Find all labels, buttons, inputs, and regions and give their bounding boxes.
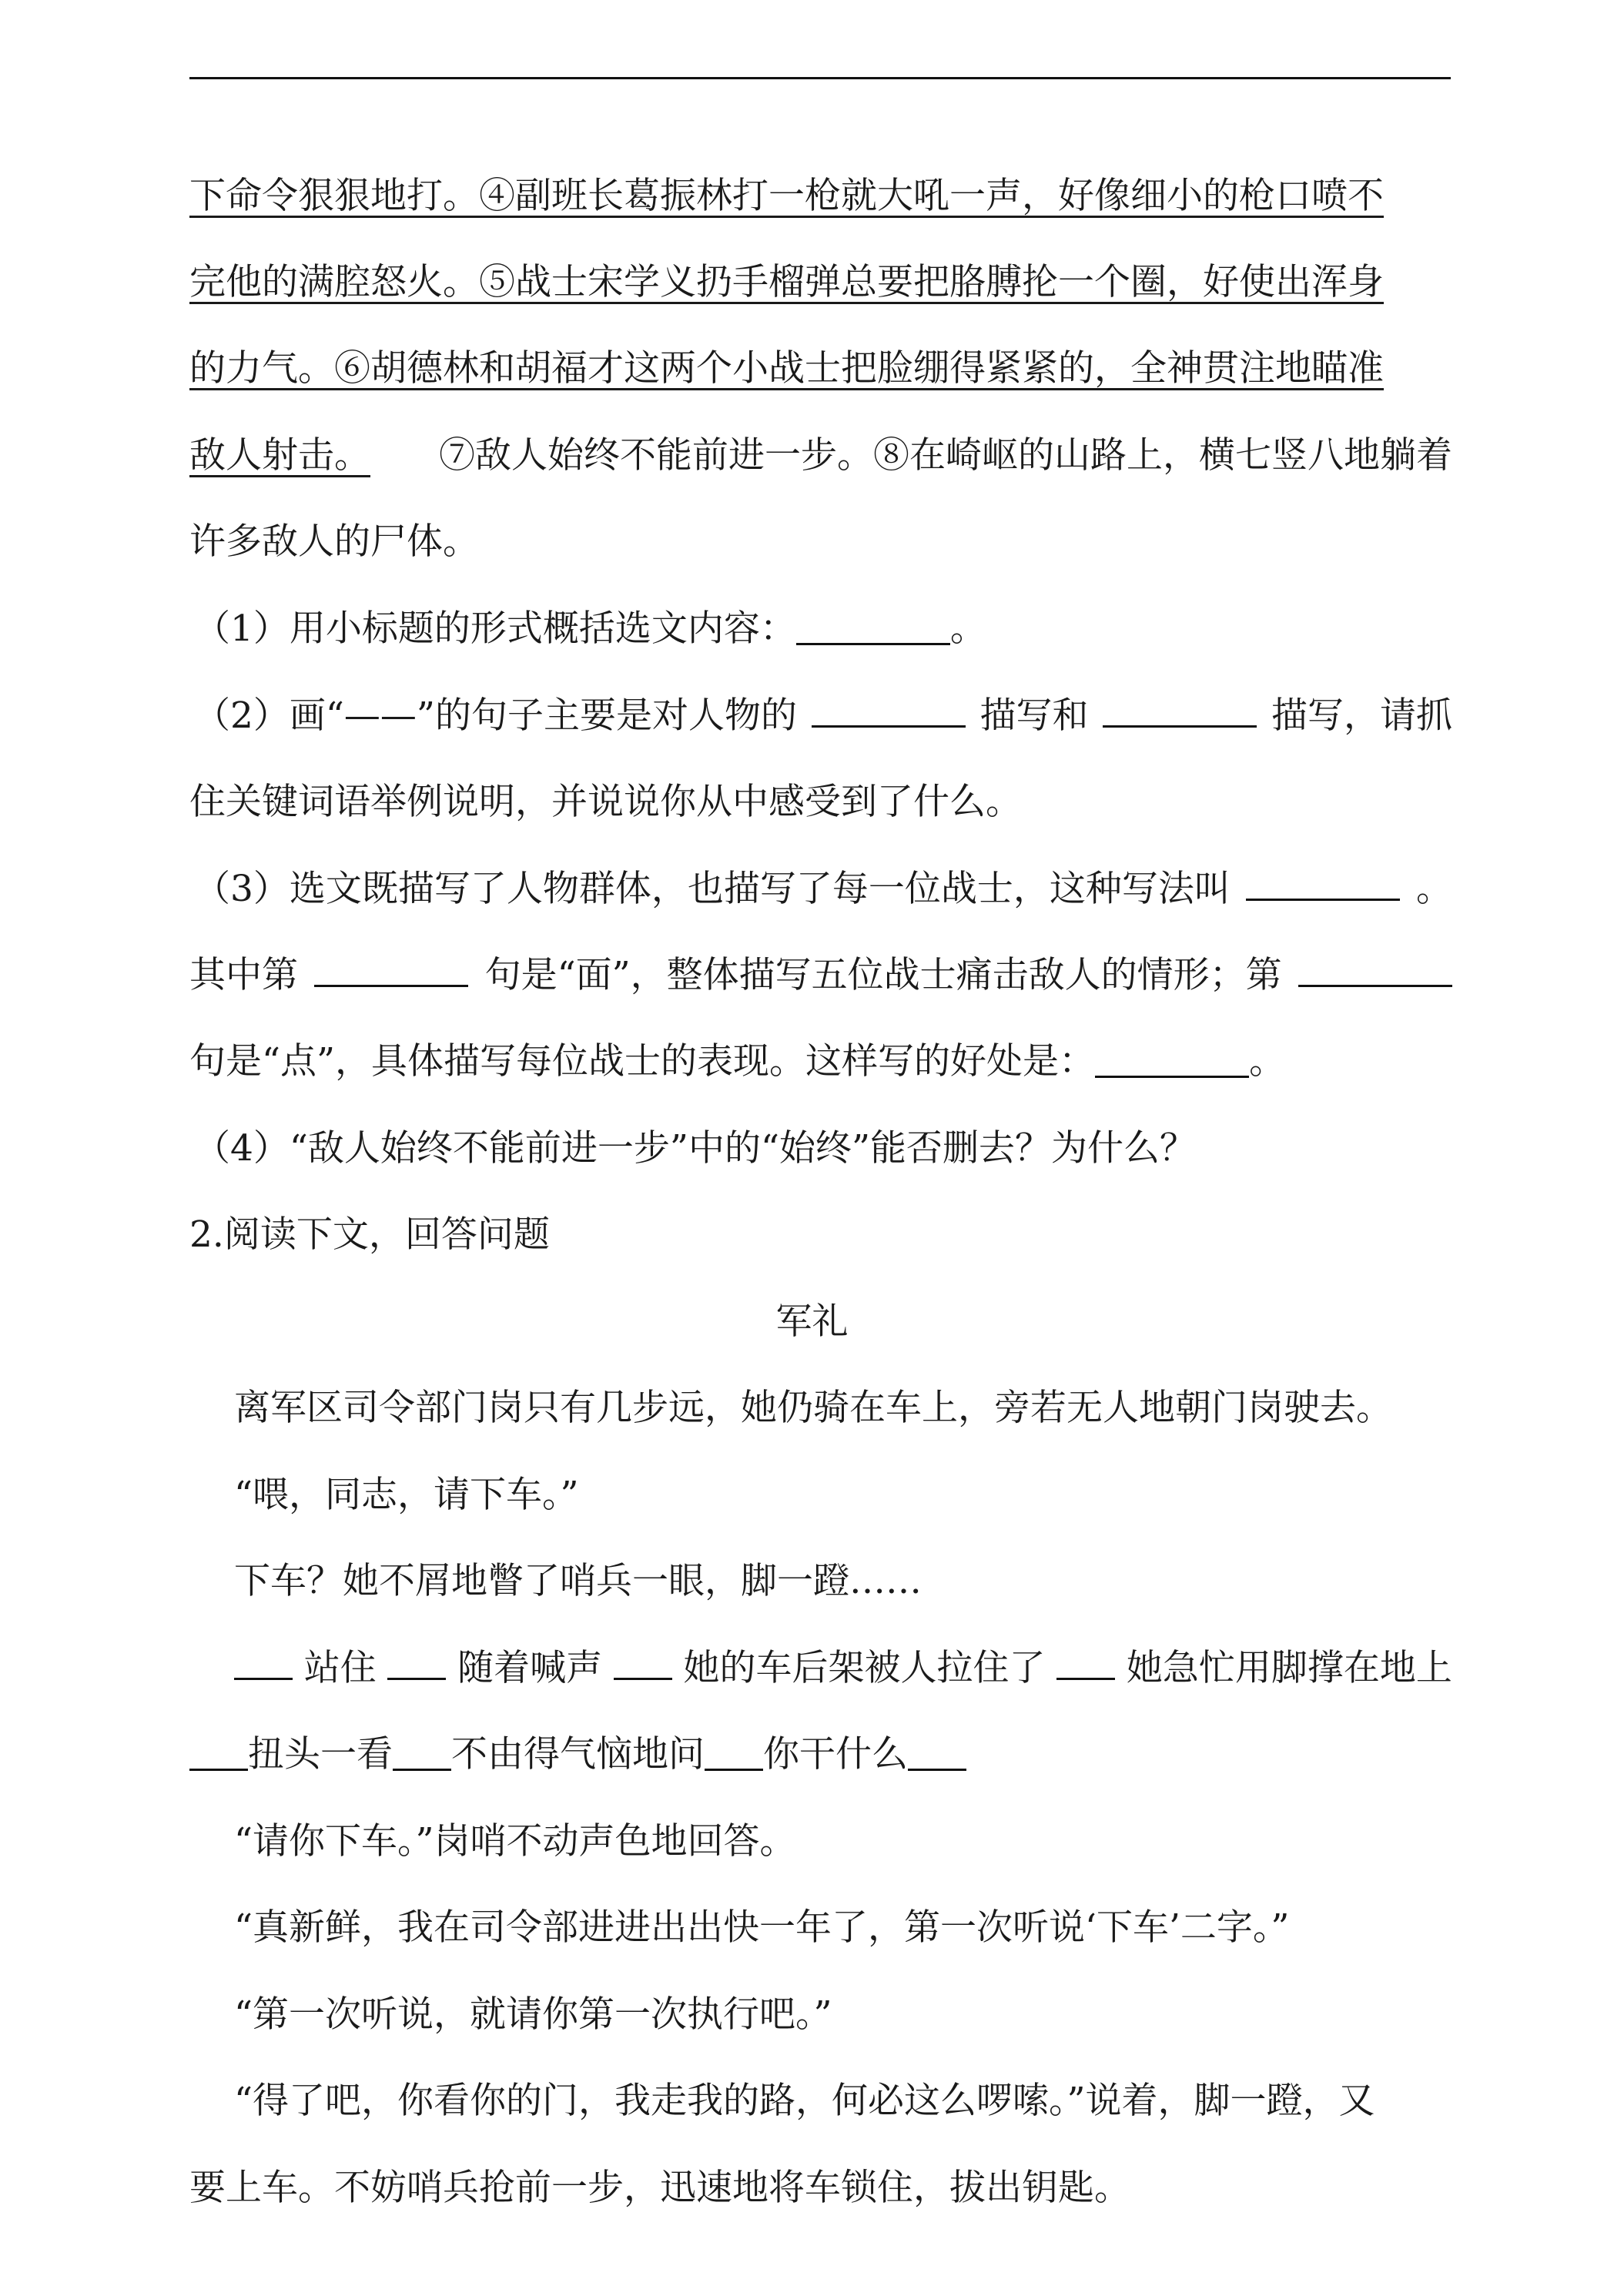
question-3-cont: 句是“点”，具体描写每位战士的表现。这样写的好处是： 。	[189, 1040, 1286, 1083]
story-paragraph: “请你下车。”岗哨不动声色地回答。	[234, 1820, 796, 1863]
story-paragraph: “喂，同志，请下车。”	[234, 1474, 579, 1516]
underlined-sentence: 的力气。⑥胡德林和胡福才这两个小战士把脸绷得紧紧的，全神贯注地瞄准	[189, 347, 1384, 390]
story-title: 军礼	[775, 1300, 849, 1343]
passage-line	[189, 423, 1452, 488]
question-2-cont: 住关键词语举例说明，并说说你从中感受到了什么。	[189, 781, 1022, 823]
answer-blank[interactable]	[796, 612, 950, 645]
punctuation-blank[interactable]	[234, 1647, 293, 1680]
underlined-sentence: 下命令狠狠地打。④副班长葛振林打一枪就大吼一声，好像细小的枪口喷不	[189, 175, 1384, 217]
answer-blank[interactable]	[1246, 868, 1400, 901]
answer-blank[interactable]	[314, 954, 468, 987]
passage-text: ⑦敌人始终不能前进一步。⑧在崎岖的山路上，横七竖八地躺着	[439, 434, 1452, 477]
passage-line	[189, 510, 1452, 574]
punctuation-exercise-cont: 扭头一看 不由得气恼地问 你干什么	[189, 1722, 1452, 1787]
punctuation-blank[interactable]	[393, 1738, 451, 1771]
story-paragraph: “得了吧，你看你的门，我走我的路，何必这么啰嗦。”说着，脚一蹬，又	[234, 2080, 1375, 2122]
punctuation-blank[interactable]	[1056, 1647, 1115, 1680]
top-rule	[189, 77, 1451, 79]
answer-blank[interactable]	[812, 694, 966, 728]
story-paragraph: 下车？她不屑地瞥了哨兵一眼，脚一蹬……	[234, 1560, 922, 1602]
answer-blank[interactable]	[1298, 954, 1452, 987]
underlined-sentence: 敌人射击。	[189, 434, 370, 477]
underlined-sentence: 完他的满腔怒火。⑤战士宋学义扔手榴弹总要把胳膊抡一个圈，好使出浑身	[189, 261, 1384, 303]
passage-line	[189, 164, 1452, 229]
section-heading: 2.阅读下文，回答问题	[189, 1213, 550, 1256]
passage-line	[189, 336, 1452, 401]
answer-blank[interactable]	[1095, 1045, 1249, 1078]
punctuation-blank[interactable]	[614, 1647, 672, 1680]
punctuation-blank[interactable]	[387, 1647, 446, 1680]
question-4: （4）“敌人始终不能前进一步”中的“始终”能否删去？为什么？	[194, 1127, 1197, 1170]
question-3-cont: 其中第 句是“面”，整体描写五位战士痛击敌人的情形；第	[189, 943, 1452, 1008]
passage-text: 许多敌人的尸体。	[189, 520, 479, 563]
punctuation-exercise: 站住 随着喊声 她的车后架被人拉住了 她急忙用脚撑在地上	[234, 1636, 1452, 1701]
passage-line	[189, 250, 1452, 315]
question-1: （1）用小标题的形式概括选文内容： 。	[194, 607, 986, 650]
story-paragraph: 离军区司令部门岗只有几步远，她仍骑在车上，旁若无人地朝门岗驶去。	[234, 1387, 1392, 1429]
story-paragraph: “第一次听说，就请你第一次执行吧。”	[234, 1993, 832, 2036]
punctuation-blank[interactable]	[705, 1738, 763, 1771]
punctuation-blank[interactable]	[189, 1738, 248, 1771]
punctuation-blank[interactable]	[908, 1738, 966, 1771]
story-paragraph: “真新鲜，我在司令部进进出出快一年了，第一次听说‘下车’二字。”	[234, 1906, 1290, 1949]
question-3: （3）选文既描写了人物群体，也描写了每一位战士，这种写法叫 。	[194, 868, 1452, 910]
question-2: （2）画“——”的句子主要是对人物的 描写和 描写，请抓	[194, 694, 1452, 737]
story-paragraph-cont: 要上车。不妨哨兵抢前一步，迅速地将车锁住，拔出钥匙。	[189, 2167, 1130, 2209]
answer-blank[interactable]	[1103, 694, 1257, 728]
